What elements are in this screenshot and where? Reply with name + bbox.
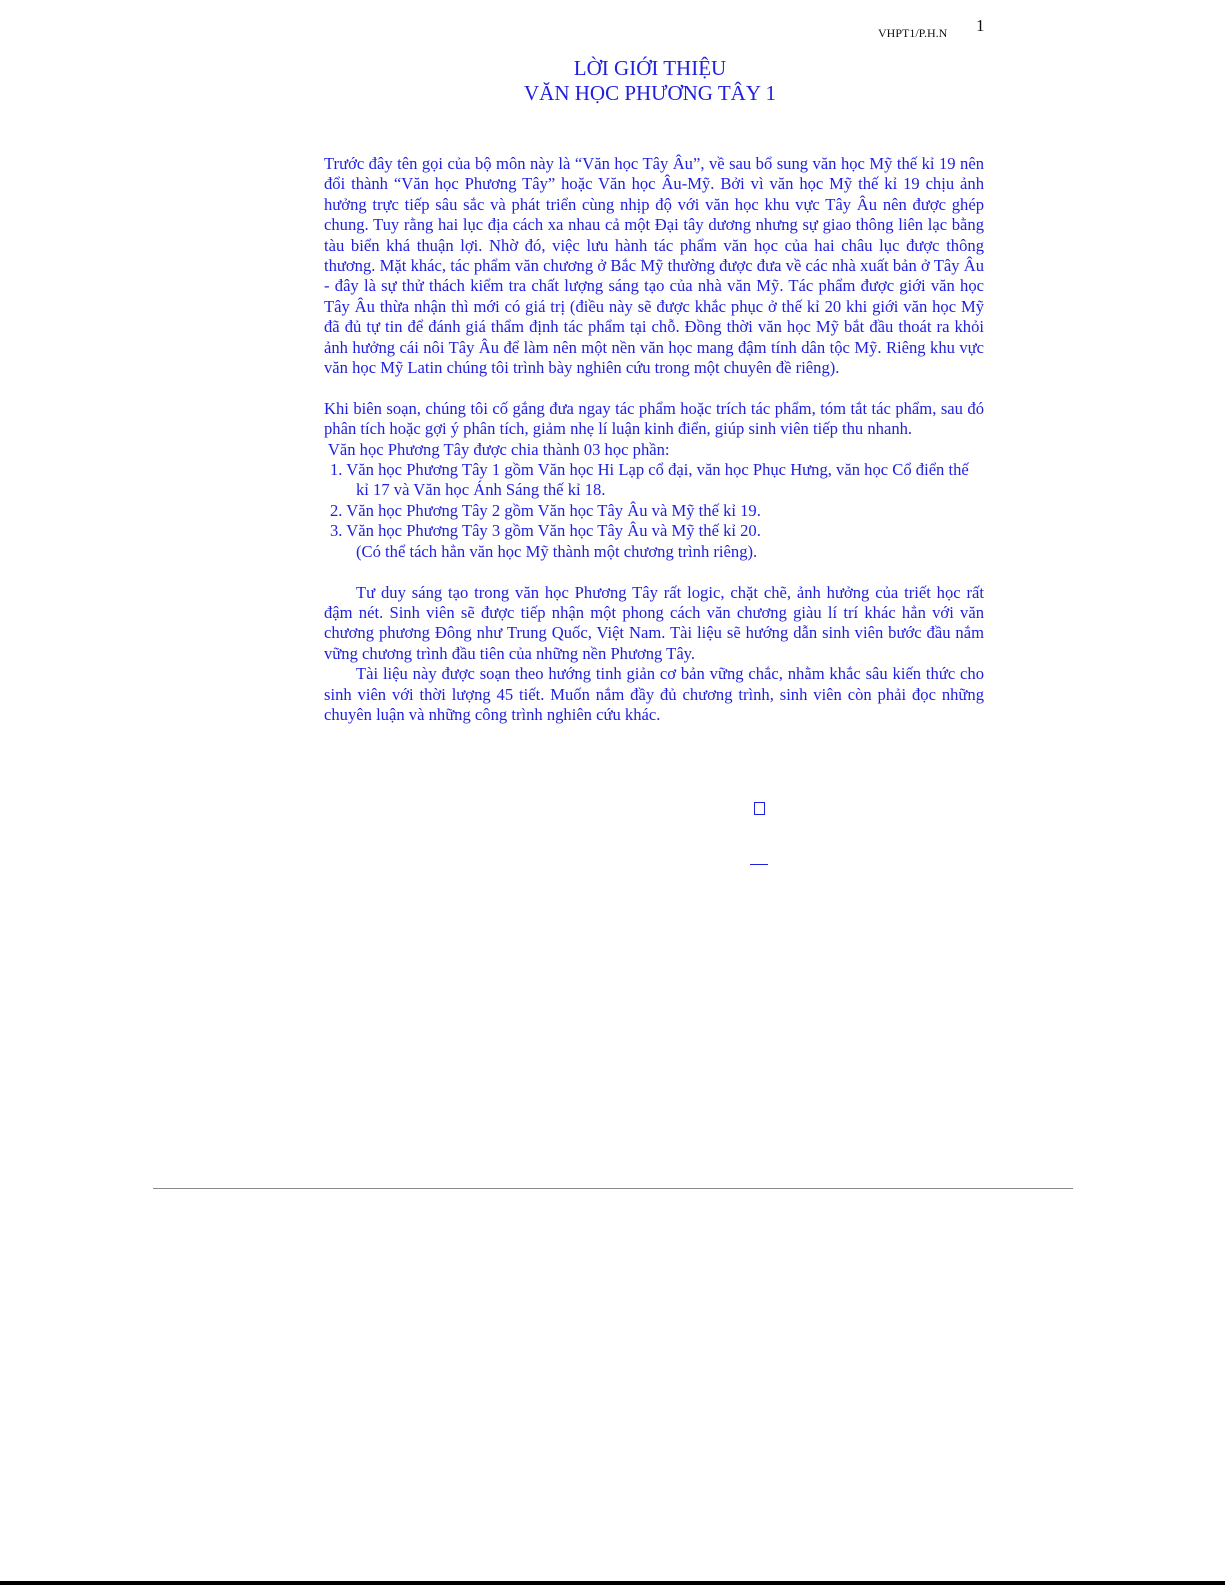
page-number: 1 — [976, 16, 985, 35]
title-line-2: VĂN HỌC PHƯƠNG TÂY 1 — [524, 81, 776, 105]
footer-rule — [153, 1188, 1073, 1189]
paragraph-thinking: Tư duy sáng tạo trong văn học Phương Tây rất logic, chặt chẽ, ảnh hưởng của triết học rất đậm nét. Sinh viên sẽ được tiếp nhận một phong cách văn chương giàu lí trí khác hẳn với văn chương phương Đông như Trung Quốc, Việt Nam. Tài liệu sẽ hướng dẫn sinh viên bước đầu nắm vững chương trình đầu tiên của những nền Phương Tây. — [324, 582, 984, 663]
module-list — [324, 460, 984, 542]
list-item: 3. Văn học Phương Tây 3 gồm Văn học Tây Âu và Mỹ thế kỉ 20. — [330, 521, 761, 541]
title-line-1: LỜI GIỚI THIỆU — [573, 56, 727, 80]
list-item: 2. Văn học Phương Tây 2 gồm Văn học Tây Âu và Mỹ thế kỉ 19. — [330, 500, 761, 520]
list-item: 1. Văn học Phương Tây 1 gồm Văn học Hi Lạp cổ đại, văn học Phục Hưng, văn học Cổ điển thế kỉ 17 và Văn học Ánh Sáng thế kỉ 18. — [330, 460, 969, 500]
dash-mark — [750, 864, 768, 865]
box-glyph — [754, 802, 765, 815]
page-code: VHPT1/P.H.N — [878, 26, 948, 40]
paragraph-material: Tài liệu này được soạn theo hướng tinh giản cơ bản vững chắc, nhằm khắc sâu kiến thức cho sinh viên với thời lượng 45 tiết. Muốn nắm đầy đủ chương trình, sinh viên còn phải đọc những chuyên luận và những công trình nghiên cứu khác. — [324, 664, 984, 724]
page-title — [420, 56, 880, 106]
body-text — [324, 154, 984, 725]
paragraph-gap — [324, 378, 984, 398]
paragraph-history: Trước đây tên gọi của bộ môn này là “Văn học Tây Âu”, về sau bổ sung văn học Mỹ thế kỉ 19 nên đổi thành “Văn học Phương Tây” hoặc Văn học Âu-Mỹ. Bởi vì văn học Mỹ thế kỉ 19 chịu ảnh hưởng trực tiếp sâu sắc và phát triển cùng nhịp độ với văn học khu vực Tây Âu nên được ghép chung. Tuy rằng hai lục địa cách xa nhau cả một Đại tây dương nhưng sự giao thông liên lạc bằng tàu biển khá thuận lợi. Nhờ đó, việc lưu hành tác phẩm văn học của hai châu lục được thông thương. Mặt khác, tác phẩm văn chương ở Bắc Mỹ thường được đưa về các nhà xuất bản ở Tây Âu - đây là sự thử thách kiểm tra chất lượng sáng tạo của nhà văn Mỹ. Tác phẩm được giới văn học Tây Âu thừa nhận thì mới có giá trị (điều này sẽ được khắc phục ở thế kỉ 20 khi giới văn học Mỹ đã đủ tự tin để đánh giá thẩm định tác phẩm tại chỗ. Đồng thời văn học Mỹ bắt đầu thoát ra khỏi ảnh hưởng cái nôi Tây Âu để làm nên một nền văn học mang đậm tính dân tộc Mỹ. Riêng khu vực văn học Mỹ Latin chúng tôi trình bày nghiên cứu trong một chuyên đề riêng). — [324, 154, 984, 378]
paragraph-gap — [324, 562, 984, 582]
module-note: (Có thể tách hẳn văn học Mỹ thành một chương trình riêng). — [356, 541, 758, 561]
paragraph-modules-intro: Văn học Phương Tây được chia thành 03 học phần: — [324, 439, 670, 459]
page-bottom-edge — [0, 1581, 1225, 1585]
paragraph-method: Khi biên soạn, chúng tôi cố gắng đưa ngay tác phẩm hoặc trích tác phẩm, tóm tắt tác phẩm, sau đó phân tích hoặc gợi ý phân tích, giảm nhẹ lí luận kinh điển, giúp sinh viên tiếp thu nhanh. — [324, 398, 984, 439]
